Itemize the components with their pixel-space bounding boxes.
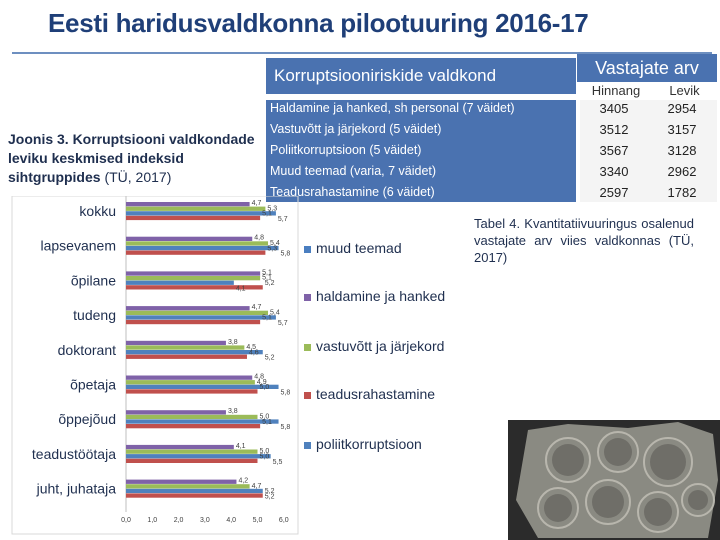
legend-item: teadusrahastamine (316, 386, 436, 402)
data-label: 3,8 (227, 338, 238, 346)
coins-photo (508, 420, 720, 540)
data-label: 5,0 (259, 384, 270, 392)
table-row-label: Haldamine ja hanked, sh personal (7 väidet) (270, 101, 515, 115)
category-label: õppejõud (58, 411, 116, 428)
bar-teadusrahastamine (126, 389, 258, 393)
data-label: 5,3 (267, 205, 278, 213)
bar-chart (0, 196, 300, 536)
bar-poliitkorruptsioon (126, 454, 271, 458)
table-cell-levik: 3128 (667, 143, 697, 158)
data-label: 4,2 (238, 477, 249, 485)
bar-teadusrahastamine (126, 459, 258, 463)
data-label: 5,5 (272, 458, 283, 466)
bar-vastuvott (126, 380, 255, 384)
bar-vastuvott (126, 207, 265, 211)
data-label: 4,9 (256, 378, 267, 386)
bar-vastuvott (126, 241, 268, 245)
data-label: 4,6 (248, 349, 259, 357)
bar-teadusrahastamine (126, 355, 247, 359)
bar-vastuvott (126, 345, 244, 349)
bar-haldamine (126, 445, 234, 449)
table-cell-hinnang: 3340 (599, 164, 629, 179)
x-tick-label: 4,0 (226, 517, 237, 524)
bar-haldamine (126, 237, 252, 241)
table-cell-hinnang: 2597 (599, 185, 629, 200)
table-header-respondents: Vastajate arv (577, 54, 717, 82)
data-label: 5,4 (270, 309, 280, 317)
data-label: 4,8 (254, 373, 264, 381)
data-label: 4,1 (235, 442, 246, 450)
bar-vastuvott (126, 311, 268, 315)
data-label: 5,7 (277, 215, 288, 223)
category-label: tudeng (73, 307, 116, 324)
data-label: 5,2 (264, 280, 275, 287)
table-col-levik: Levik (669, 83, 700, 98)
data-label: 5,0 (259, 448, 270, 456)
bar-vastuvott (126, 484, 250, 488)
bar-teadusrahastamine (126, 493, 263, 497)
data-label: 4,7 (251, 304, 262, 312)
data-label: 5,0 (259, 413, 270, 421)
data-label: 5,4 (270, 240, 280, 247)
bar-poliitkorruptsioon (126, 211, 276, 215)
bar-poliitkorruptsioon (126, 384, 279, 392)
legend-item: poliitkorruptsioon (316, 436, 422, 452)
bar-teadusrahastamine (126, 424, 260, 428)
bar-vastuvott (126, 276, 260, 280)
data-label: 5,2 (264, 493, 275, 501)
page-title: Eesti haridusvaldkonna pilootuuring 2016-17 (48, 8, 589, 38)
legend-item: muud teemad (316, 240, 402, 256)
figure-caption-source: (TÜ, 2017) (104, 169, 172, 185)
table-row-label: Vastuvõtt ja järjekord (5 väidet) (270, 122, 442, 136)
table-cell-hinnang: 3567 (599, 143, 629, 158)
bar-haldamine (126, 306, 250, 310)
bar-poliitkorruptsioon (126, 349, 263, 357)
x-tick-label: 2,0 (173, 517, 184, 524)
x-tick-label: 1,0 (147, 517, 158, 524)
bar-vastuvott (126, 415, 258, 419)
data-label: 4,7 (251, 482, 262, 490)
data-label: 5,8 (280, 389, 291, 397)
legend-swatch (304, 442, 311, 449)
legend-swatch (304, 392, 311, 399)
category-label: doktorant (57, 341, 116, 358)
figure-caption-bold: Joonis 3. Korruptsiooni valdkondade leviku keskmised indeksid sihtgruppides (8, 131, 255, 185)
category-label: juht, juhataja (36, 480, 116, 497)
category-label: kokku (79, 203, 116, 219)
bar-poliitkorruptsioon (126, 489, 263, 493)
data-label: 3,8 (227, 408, 238, 416)
data-label: 4,5 (246, 344, 257, 352)
figure-caption (8, 130, 263, 187)
table-caption: Tabel 4. Kvantitatiivuuringus osalenud vastajate arv viies valdkonnas (TÜ, 2017) (474, 216, 694, 265)
bar-teadusrahastamine (126, 320, 260, 324)
bar-haldamine (126, 202, 250, 206)
data-label: 5,0 (259, 453, 270, 461)
category-label: teadustöötaja (31, 445, 116, 462)
data-label: 4,8 (254, 234, 264, 242)
data-label: 5,8 (280, 424, 291, 432)
data-label: 5,1 (262, 274, 272, 282)
table-cell-hinnang: 3512 (599, 122, 629, 137)
bar-vastuvott (126, 450, 258, 454)
bar-haldamine (126, 271, 260, 275)
data-label: 5,2 (264, 354, 275, 362)
bar-poliitkorruptsioon (126, 315, 276, 319)
data-label: 4,1 (235, 285, 246, 293)
bar-poliitkorruptsioon (126, 245, 279, 253)
table-cell-levik: 2954 (667, 101, 697, 116)
legend-swatch (304, 294, 311, 301)
table-row-label: Teadusrahastamine (6 väidet) (270, 185, 435, 199)
category-label: õpilane (70, 272, 116, 289)
table-col-hinnang: Hinnang (591, 83, 641, 98)
x-tick-label: 0,0 (121, 517, 131, 524)
x-tick-label: 6,0 (278, 517, 289, 524)
x-tick-label: 5,0 (252, 517, 263, 524)
table-header-domain: Korruptsiooniriskide valdkond (266, 58, 576, 94)
data-label: 4,7 (251, 200, 262, 207)
table-row-label: Muud teemad (varia, 7 väidet) (270, 164, 437, 178)
bar-poliitkorruptsioon (126, 419, 279, 423)
table-cell-levik: 1782 (667, 185, 697, 200)
legend-swatch (304, 344, 311, 351)
bar-haldamine (126, 410, 226, 414)
coins-image (508, 420, 720, 540)
bar-poliitkorruptsioon (126, 281, 234, 285)
data-label: 5,7 (277, 320, 288, 327)
data-label: 5,1 (262, 314, 272, 322)
bar-haldamine (126, 341, 226, 345)
bar-teadusrahastamine (126, 216, 260, 220)
bar-haldamine (126, 480, 236, 484)
bar-haldamine (126, 376, 252, 380)
table-cell-hinnang: 3405 (599, 101, 629, 116)
category-label: lapsevanem (40, 237, 116, 254)
legend-item: haldamine ja hanked (316, 288, 446, 304)
bar-teadusrahastamine (126, 251, 265, 255)
table-cell-levik: 2962 (667, 164, 697, 179)
data-label: 5,2 (264, 488, 275, 496)
data-label: 5,1 (262, 418, 272, 426)
legend-item: vastuvõtt ja järjekord (316, 338, 445, 354)
table-cell-levik: 3157 (667, 122, 697, 137)
data-label: 5,1 (262, 210, 272, 218)
x-tick-label: 3,0 (200, 517, 210, 524)
data-label: 5,3 (267, 245, 278, 253)
table-row-label: Poliitkorruptsioon (5 väidet) (270, 143, 422, 157)
legend-swatch (304, 246, 311, 253)
data-label: 5,1 (262, 269, 272, 277)
data-label: 5,8 (280, 250, 291, 258)
category-label: õpetaja (70, 376, 116, 393)
